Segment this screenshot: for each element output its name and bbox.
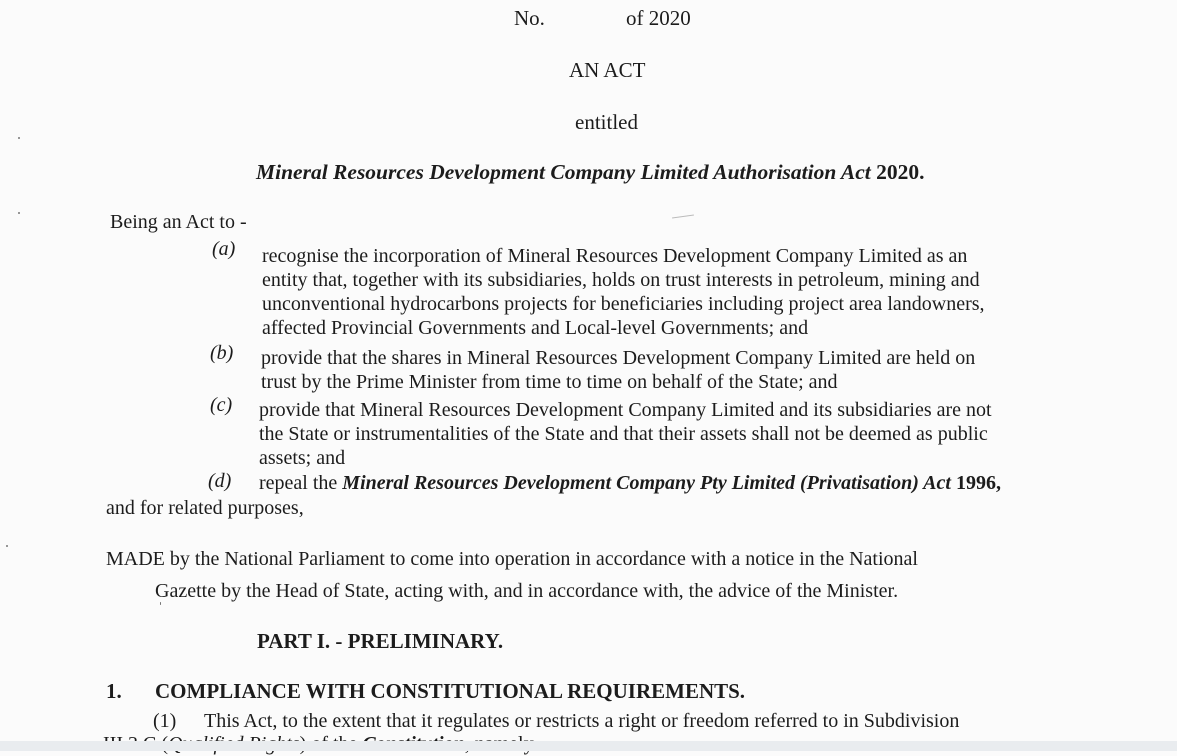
item-line: trust by the Prime Minister from time to time on behalf of the State; and — [261, 371, 838, 393]
act-number-label: No. — [514, 6, 545, 30]
scan-mark — [672, 214, 694, 218]
subsection-marker: (1) — [153, 710, 177, 732]
item-marker: (c) — [210, 394, 233, 416]
item-marker: (a) — [212, 238, 236, 260]
item-line: unconventional hydrocarbons projects for beneficiaries including project area landowners, — [262, 293, 985, 315]
item-text-pre: repeal the — [259, 472, 343, 494]
repealed-act-year: 1996, — [950, 472, 1001, 494]
entitled-label: entitled — [575, 110, 638, 134]
item-text — [259, 472, 1001, 495]
item-marker: (b) — [210, 342, 234, 364]
section-heading: COMPLIANCE WITH CONSTITUTIONAL REQUIREMENTS. — [155, 679, 746, 703]
item-line: affected Provincial Governments and Local-level Governments; and — [262, 317, 809, 339]
part-heading: PART I. - PRELIMINARY. — [257, 629, 504, 653]
made-clause-line2: Gazette by the Head of State, acting with, and in accordance with, the advice of the Minister. — [155, 580, 899, 602]
made-clause-line1: MADE by the National Parliament to come into operation in accordance with a notice in the National — [106, 548, 918, 570]
scan-speck — [18, 137, 20, 139]
preamble-closing: and for related purposes, — [106, 497, 304, 519]
section-number: 1. — [106, 679, 122, 703]
scan-speck — [160, 602, 161, 605]
repealed-act-name: Mineral Resources Development Company Pty Limited (Privatisation) Act — [342, 472, 951, 494]
item-text — [261, 346, 975, 394]
act-title — [256, 160, 925, 185]
item-line: entity that, together with its subsidiaries, holds on trust interests in petroleum, mining and — [262, 269, 980, 291]
item-line: the State or instrumentalities of the State and that their assets shall not be deemed as public — [259, 423, 988, 445]
subsection-text: This Act, to the extent that it regulates or restricts a right or freedom referred to in Subdivision — [204, 710, 960, 732]
an-act-heading: AN ACT — [569, 58, 646, 82]
viewer-bottom-strip — [0, 741, 1177, 751]
item-text — [259, 398, 992, 470]
scan-speck — [6, 545, 8, 547]
act-year: of 2020 — [626, 6, 691, 30]
item-marker: (d) — [208, 470, 232, 492]
act-title-year: 2020. — [870, 160, 925, 184]
item-line: recognise the incorporation of Mineral Resources Development Company Limited as an — [262, 245, 968, 267]
item-text — [262, 244, 985, 340]
item-line: provide that the shares in Mineral Resources Development Company Limited are held on — [261, 347, 976, 369]
item-line: assets; and — [259, 447, 346, 469]
preamble-intro: Being an Act to - — [110, 211, 247, 233]
act-title-name: Mineral Resources Development Company Limited Authorisation Act — [256, 160, 871, 184]
item-line: provide that Mineral Resources Development Company Limited and its subsidiaries are not — [259, 399, 992, 421]
scan-speck — [18, 212, 20, 214]
